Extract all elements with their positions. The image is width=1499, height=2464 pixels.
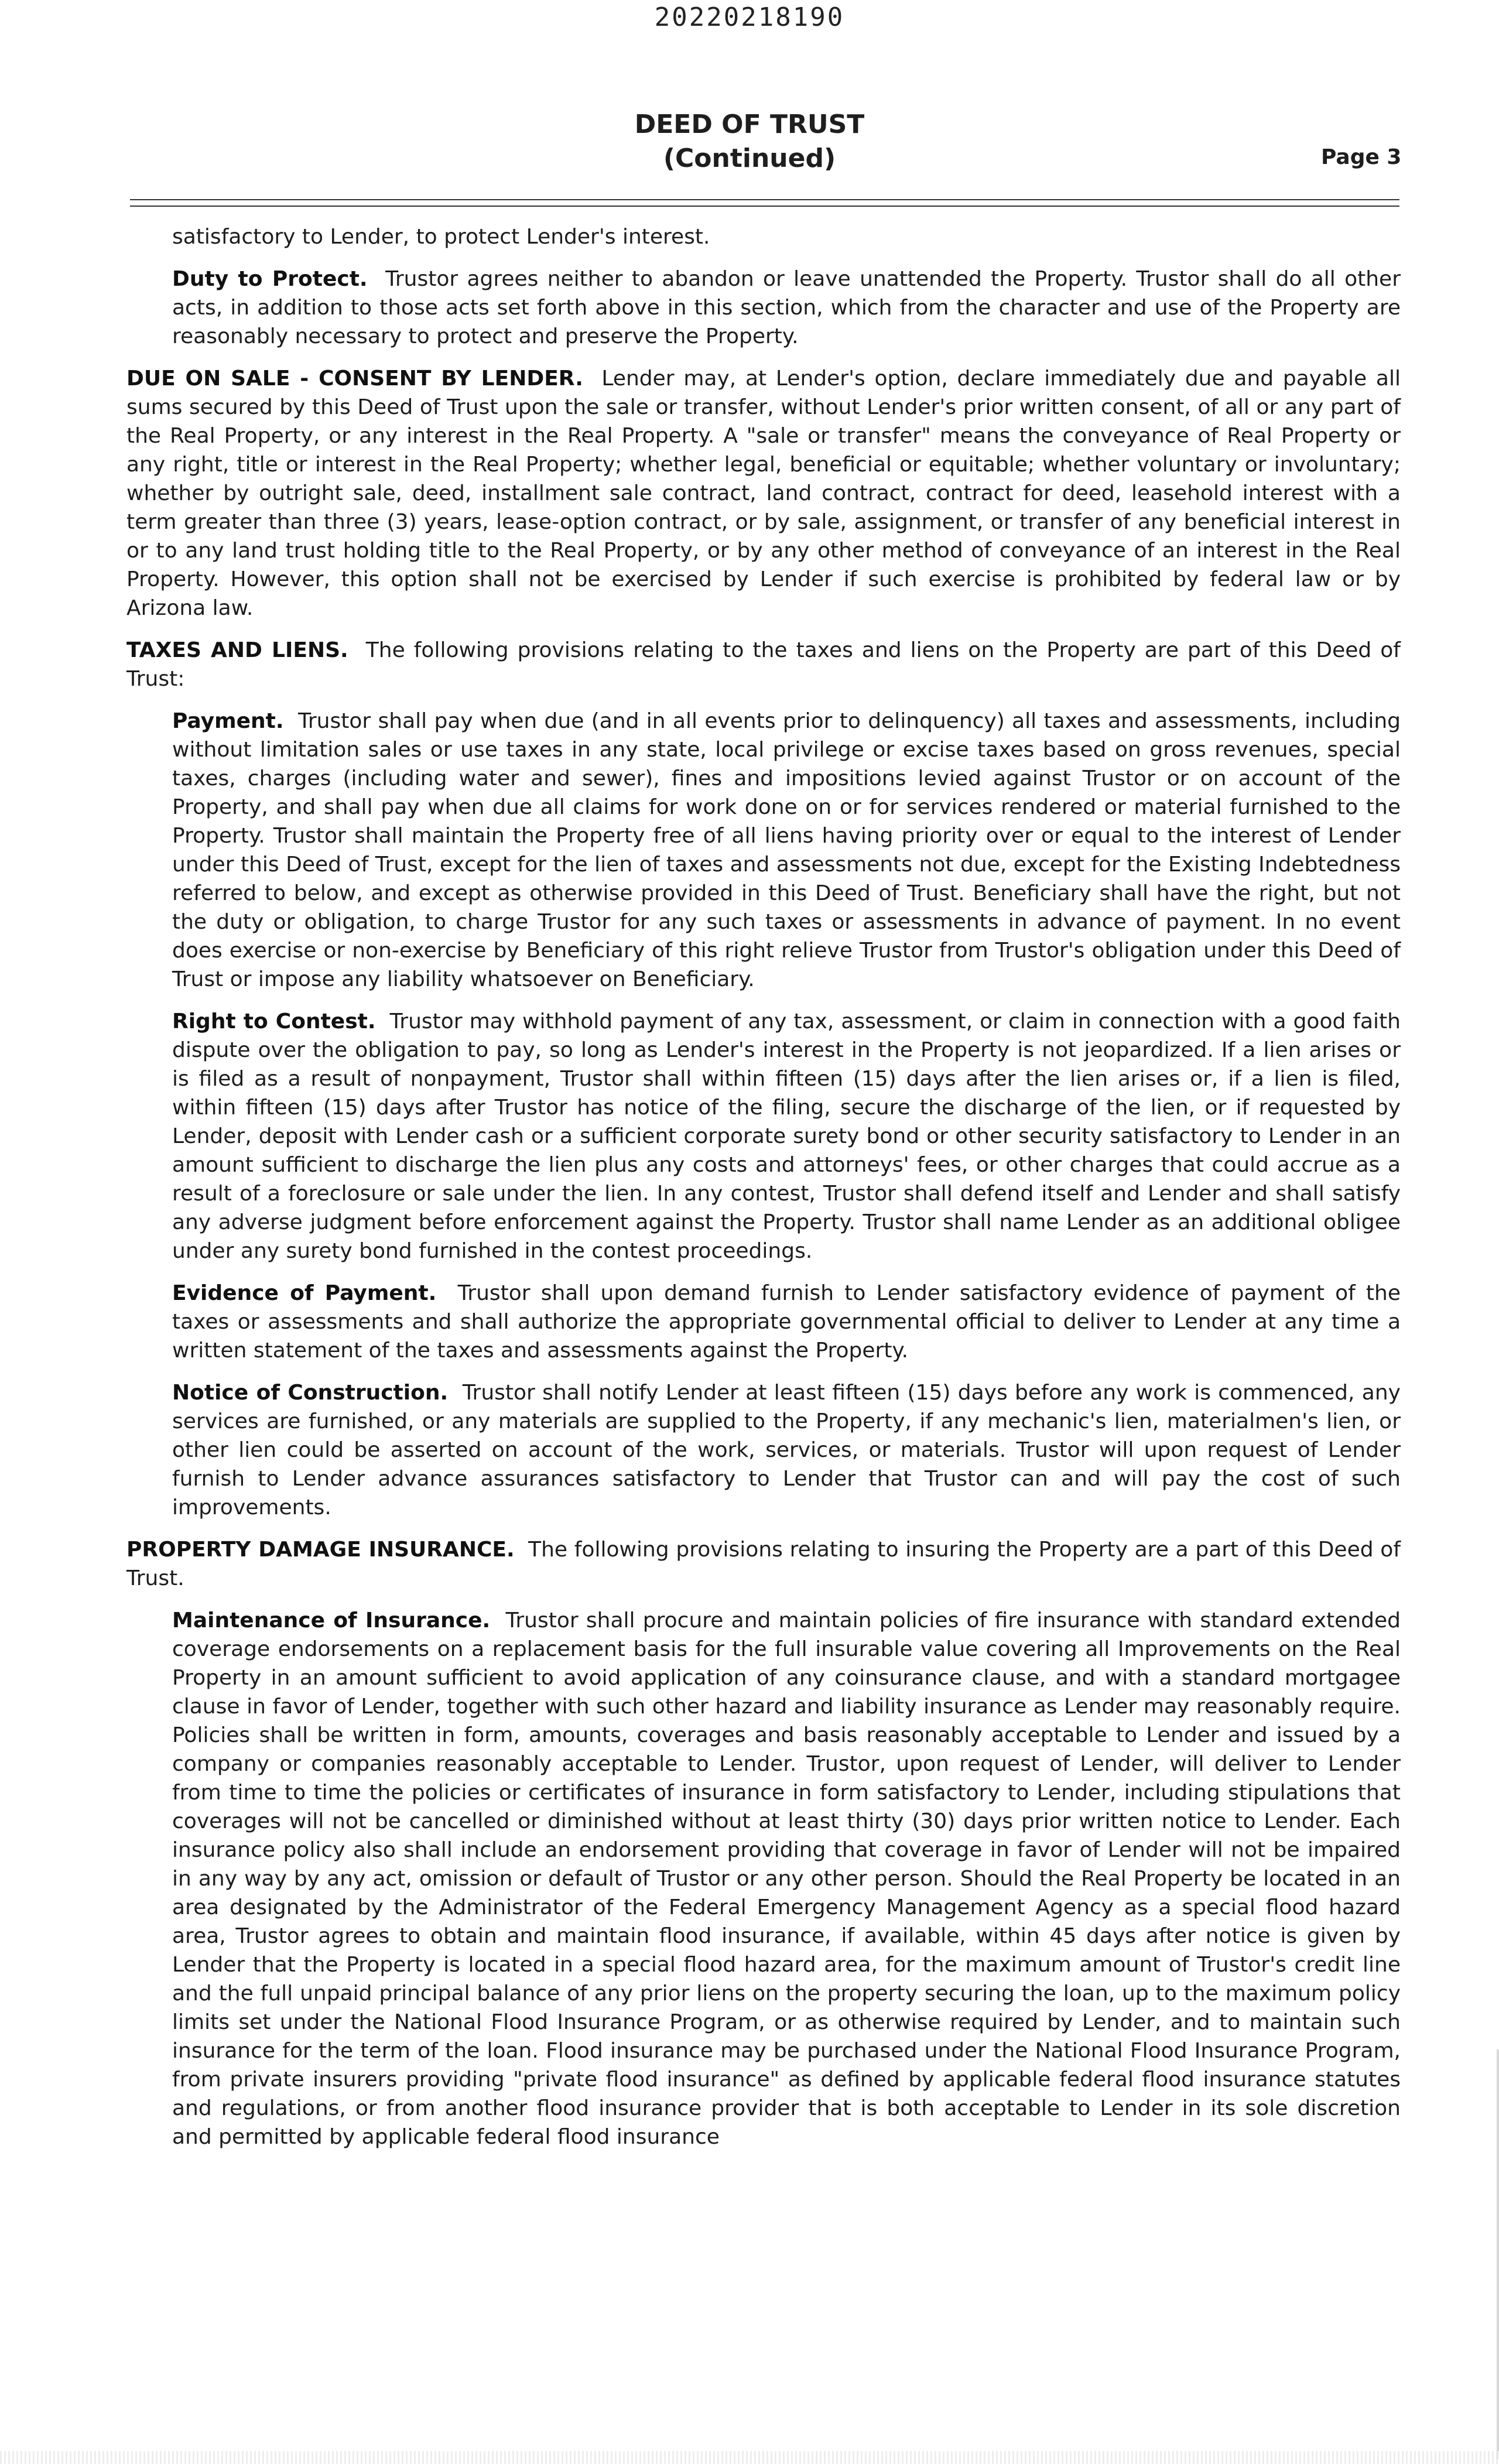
paragraph-payment: [172, 707, 1401, 994]
paragraph-continuation: [172, 223, 1401, 251]
paragraph-heading: Duty to Protect.: [172, 267, 368, 291]
title-line-1: DEED OF TRUST: [634, 109, 865, 139]
paragraph-duty-to-protect: [172, 265, 1401, 351]
paragraph-text: The following provisions relating to insuring the Property are a part of this Deed of Trust.: [126, 1538, 1401, 1590]
paragraph-property-damage-insurance: [126, 1535, 1401, 1593]
paragraph-heading: Payment.: [172, 709, 284, 733]
paragraph-due-on-sale: [126, 364, 1401, 622]
paragraph-text: Trustor shall procure and maintain policies of fire insurance with standard extended coverage endorsements on a replacement basis for the full insurable value covering all Improvements on the Real Property in an amount sufficient to avoid application of any coinsurance clause, and with a standard mortgagee clause in favor of Lender, together with such other hazard and liability insurance as Lender may reasonably require. Policies shall be written in form, amounts, coverages and basis reasonably acceptable to Lender and issued by a company or companies reasonably acceptable to Lender. Trustor, upon request of Lender, will deliver to Lender from time to time the policies or certificates of insurance in form satisfactory to Lender, including stipulations that coverages will not be cancelled or diminished without at least thirty (30) days prior written notice to Lender. Each insurance policy also shall include an endorsement providing that coverage in favor of Lender will not be impaired in any way by any act, omission or default of Trustor or any other person. Should the Real Property be located in an area designated by the Administrator of the Federal Emergency Management Agency as a special flood hazard area, Trustor agrees to obtain and maintain flood insurance, if available, within 45 days after notice is given by Lender that the Property is located in a special flood hazard area, for the maximum amount of Trustor's credit line and the full unpaid principal balance of any prior liens on the property securing the loan, up to the maximum policy limits set under the National Flood Insurance Program, or as otherwise required by Lender, and to maintain such insurance for the term of the loan. Flood insurance may be purchased under the National Flood Insurance Program, from private insurers providing "private flood insurance" as defined by applicable federal flood insurance statutes and regulations, or from another flood insurance provider that is both acceptable to Lender in its sole discretion and permitted by applicable federal flood insurance: [172, 1609, 1401, 2149]
section-heading: TAXES AND LIENS.: [126, 638, 348, 662]
scan-edge-artifact: [1497, 2049, 1499, 2459]
paragraph-text: Trustor shall notify Lender at least fifteen (15) days before any work is commenced, any services are furnished, or any materials are supplied to the Property, if any mechanic's lien, materialmen's lien, or other lien could be asserted on account of the work, services, or materials. Trustor will upon request of Lender furnish to Lender advance assurances satisfactory to Lender that Trustor can and will pay the cost of such improvements.: [172, 1381, 1401, 1520]
paragraph-text: The following provisions relating to the taxes and liens on the Property are part of this Deed of Trust:: [126, 638, 1401, 691]
title-line-2: (Continued): [663, 143, 836, 173]
document-title: [0, 108, 1499, 176]
paragraph-heading: Right to Contest.: [172, 1009, 376, 1033]
paragraph-heading: Notice of Construction.: [172, 1381, 449, 1405]
paragraph-notice-of-construction: [172, 1378, 1401, 1522]
paragraph-taxes-and-liens: [126, 636, 1401, 693]
paragraph-heading: Maintenance of Insurance.: [172, 1609, 491, 1633]
paragraph-text: Lender may, at Lender's option, declare immediately due and payable all sums secured by this Deed of Trust upon the sale or transfer, without Lender's prior written consent, of all or any part of the Real Property, or any interest in the Real Property. A "sale or transfer" means the conveyance of Real Property or any right, title or interest in the Real Property; whether legal, beneficial or equitable; whether voluntary or involuntary; whether by outright sale, deed, installment sale contract, land contract, contract for deed, leasehold interest with a term greater than three (3) years, lease-option contract, or by sale, assignment, or transfer of any beneficial interest in or to any land trust holding title to the Real Property, or by any other method of conveyance of an interest in the Real Property. However, this option shall not be exercised by Lender if such exercise is prohibited by federal law or by Arizona law.: [126, 367, 1401, 620]
paragraph-evidence-of-payment: [172, 1279, 1401, 1365]
paragraph-text: Trustor may withhold payment of any tax, assessment, or claim in connection with a good faith dispute over the obligation to pay, so long as Lender's interest in the Property is not jeopardized. If a lien arises or is filed as a result of nonpayment, Trustor shall within fifteen (15) days after the lien arises or, if a lien is filed, within fifteen (15) days after Trustor has notice of the filing, secure the discharge of the lien, or if requested by Lender, deposit with Lender cash or a sufficient corporate surety bond or other security satisfactory to Lender in an amount sufficient to discharge the lien plus any costs and attorneys' fees, or other charges that could accrue as a result of a foreclosure or sale under the lien. In any contest, Trustor shall defend itself and Lender and shall satisfy any adverse judgment before enforcement against the Property. Trustor shall name Lender as an additional obligee under any surety bond furnished in the contest proceedings.: [172, 1009, 1401, 1263]
document-body: [126, 223, 1401, 2165]
scan-bottom-artifact: [0, 2451, 1499, 2464]
paragraph-heading: Evidence of Payment.: [172, 1281, 437, 1305]
header-divider-bottom: [130, 206, 1399, 207]
section-heading: DUE ON SALE - CONSENT BY LENDER.: [126, 367, 583, 391]
paragraph-right-to-contest: [172, 1007, 1401, 1265]
paragraph-text: satisfactory to Lender, to protect Lender's interest.: [172, 225, 710, 249]
recording-number: 20220218190: [654, 2, 845, 32]
page-number: Page 3: [1321, 145, 1402, 169]
paragraph-maintenance-of-insurance: [172, 1606, 1401, 2151]
section-heading: PROPERTY DAMAGE INSURANCE.: [126, 1538, 515, 1562]
paragraph-text: Trustor agrees neither to abandon or leave unattended the Property. Trustor shall do all other acts, in addition to those acts set forth above in this section, which from the character and use of the Property are reasonably necessary to protect and preserve the Property.: [172, 267, 1401, 348]
paragraph-text: Trustor shall upon demand furnish to Lender satisfactory evidence of payment of the taxes or assessments and shall authorize the appropriate governmental official to deliver to Lender at any time a written statement of the taxes and assessments against the Property.: [172, 1281, 1401, 1363]
paragraph-text: Trustor shall pay when due (and in all events prior to delinquency) all taxes and assessments, including without limitation sales or use taxes in any state, local privilege or excise taxes based on gross revenues, special taxes, charges (including water and sewer), fines and impositions levied against Trustor or on account of the Property, and shall pay when due all claims for work done on or for services rendered or material furnished to the Property. Trustor shall maintain the Property free of all liens having priority over or equal to the interest of Lender under this Deed of Trust, except for the lien of taxes and assessments not due, except for the Existing Indebtedness referred to below, and except as otherwise provided in this Deed of Trust. Beneficiary shall have the right, but not the duty or obligation, to charge Trustor for any such taxes or assessments in advance of payment. In no event does exercise or non-exercise by Beneficiary of this right relieve Trustor from Trustor's obligation under this Deed of Trust or impose any liability whatsoever on Beneficiary.: [172, 709, 1401, 991]
header-divider-top: [130, 199, 1399, 200]
